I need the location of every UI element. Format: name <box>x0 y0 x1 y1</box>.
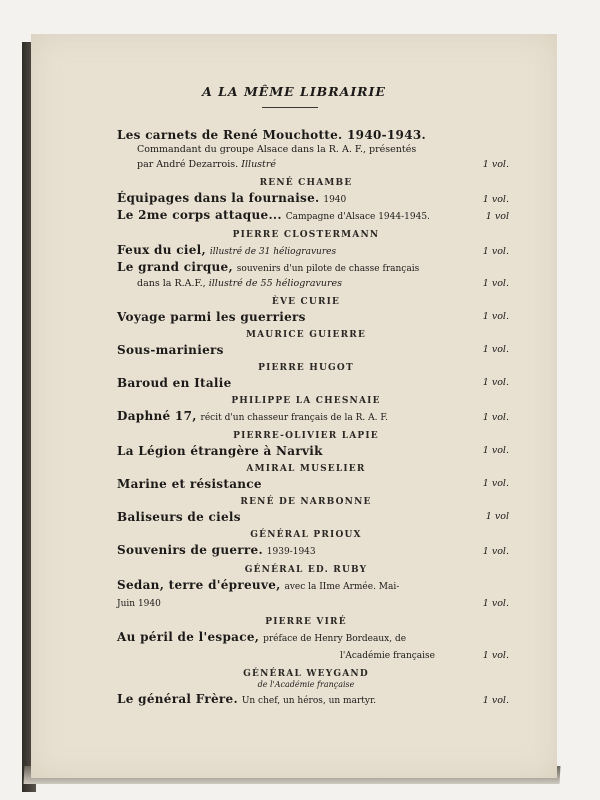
list-item-detail <box>117 595 509 611</box>
author-affiliation: de l'Académie française <box>257 680 355 689</box>
author-name: RENÉ CHAMBE <box>259 178 353 188</box>
book-title: Souvenirs de guerre. <box>117 543 263 557</box>
book-title: Marine et résistance <box>117 477 262 491</box>
book-title: Le général Frère. <box>117 692 238 706</box>
volume-count: 1 vol. <box>482 278 509 289</box>
book-detail: 1939-1943 <box>266 547 316 557</box>
volume-count: 1 vol. <box>482 344 509 355</box>
list-item <box>117 444 509 458</box>
book-detail: souvenirs d'un pilote de chasse français <box>236 264 420 274</box>
book-title: Daphné 17, <box>117 409 197 423</box>
book-detail-italic: illustré de 55 héliogravures <box>208 278 343 289</box>
list-item <box>117 343 509 357</box>
list-item-detail <box>137 143 495 157</box>
book-title: Baliseurs de ciels <box>117 510 241 524</box>
list-item-detail <box>137 158 509 172</box>
book-title: Équipages dans la fournaise. <box>117 191 320 205</box>
author-name: PIERRE CLOSTERMANN <box>232 230 380 240</box>
volume-count: 1 vol. <box>482 377 509 388</box>
author-name: PHILIPPE LA CHESNAIE <box>231 396 381 406</box>
book-title: Le 2me corps attaque... <box>117 208 282 222</box>
list-item <box>117 243 509 259</box>
book-title: Baroud en Italie <box>117 376 232 390</box>
book-detail: dans la R.A.F., <box>137 278 206 289</box>
volume-count: 1 vol. <box>482 478 509 489</box>
list-item <box>117 260 495 276</box>
book-title: Sedan, terre d'épreuve, <box>117 578 281 592</box>
list-item-detail <box>137 277 509 291</box>
book-title: Le grand cirque, <box>117 260 233 274</box>
book-detail: illustré de 31 héliogravures <box>209 247 337 257</box>
volume-count: 1 vol <box>485 511 509 522</box>
book-list <box>117 128 509 709</box>
author-name: PIERRE HUGOT <box>258 363 354 373</box>
author-name: GÉNÉRAL PRIOUX <box>250 530 362 540</box>
list-item <box>117 191 509 207</box>
volume-count: 1 vol. <box>482 546 509 557</box>
volume-count: 1 vol. <box>482 159 509 170</box>
volume-count: 1 vol. <box>482 194 509 205</box>
book-title: Voyage parmi les guerriers <box>117 310 306 324</box>
author-name: RENÉ DE NARBONNE <box>240 497 372 507</box>
volume-count: 1 vol. <box>482 598 509 609</box>
list-item <box>117 630 495 646</box>
list-item <box>117 510 509 524</box>
list-item <box>117 409 509 425</box>
volume-count: 1 vol. <box>482 445 509 456</box>
list-item <box>117 692 509 708</box>
book-back-cover <box>31 34 557 778</box>
author-name: MAURICE GUIERRE <box>245 330 367 340</box>
heading-rule <box>262 107 318 108</box>
volume-count: 1 vol. <box>482 650 509 661</box>
volume-count: 1 vol. <box>482 412 509 423</box>
book-detail: récit d'un chasseur français de la R. A. F. <box>200 413 389 423</box>
page-heading: A LA MÊME LIBRAIRIE <box>202 84 386 99</box>
book-detail: par André Dezarrois. <box>137 159 239 170</box>
book-detail: Commandant du groupe Alsace dans la R. A. F., présentés <box>137 144 417 155</box>
author-name: GÉNÉRAL ED. RUBY <box>244 565 368 575</box>
author-name: ÈVE CURIE <box>271 297 341 307</box>
list-item <box>117 578 495 594</box>
list-item <box>117 310 509 324</box>
book-detail-italic: Illustré <box>241 159 277 170</box>
volume-count: 1 vol. <box>482 246 509 257</box>
list-item-detail <box>117 647 509 663</box>
author-name: GÉNÉRAL WEYGAND <box>243 669 369 679</box>
list-item <box>117 376 509 390</box>
author-name: AMIRAL MUSELIER <box>246 464 366 474</box>
list-item <box>117 543 509 559</box>
book-title: La Légion étrangère à Narvik <box>117 444 323 458</box>
volume-count: 1 vol. <box>482 311 509 322</box>
book-detail: 1940 <box>323 195 347 205</box>
book-title: Sous-mariniers <box>117 343 224 357</box>
volume-count: 1 vol <box>485 211 509 222</box>
book-detail: Juin 1940 <box>117 599 161 609</box>
list-item <box>117 477 509 491</box>
author-name: PIERRE VIRÉ <box>265 617 347 627</box>
book-detail: Un chef, un héros, un martyr. <box>241 696 377 706</box>
volume-count: 1 vol. <box>482 695 509 706</box>
book-detail: Campagne d'Alsace 1944-1945. <box>285 212 430 222</box>
book-detail: préface de Henry Bordeaux, de <box>263 634 407 644</box>
book-detail: l'Académie française <box>340 651 435 661</box>
book-detail: avec la IIme Armée. Mai- <box>284 582 400 592</box>
list-item <box>117 128 495 142</box>
book-title: Feux du ciel, <box>117 243 206 257</box>
list-item <box>117 208 509 224</box>
book-title: Les carnets de René Mouchotte. 1940-1943. <box>117 128 426 142</box>
author-name: PIERRE-OLIVIER LAPIE <box>233 431 379 441</box>
book-title: Au péril de l'espace, <box>117 630 260 644</box>
